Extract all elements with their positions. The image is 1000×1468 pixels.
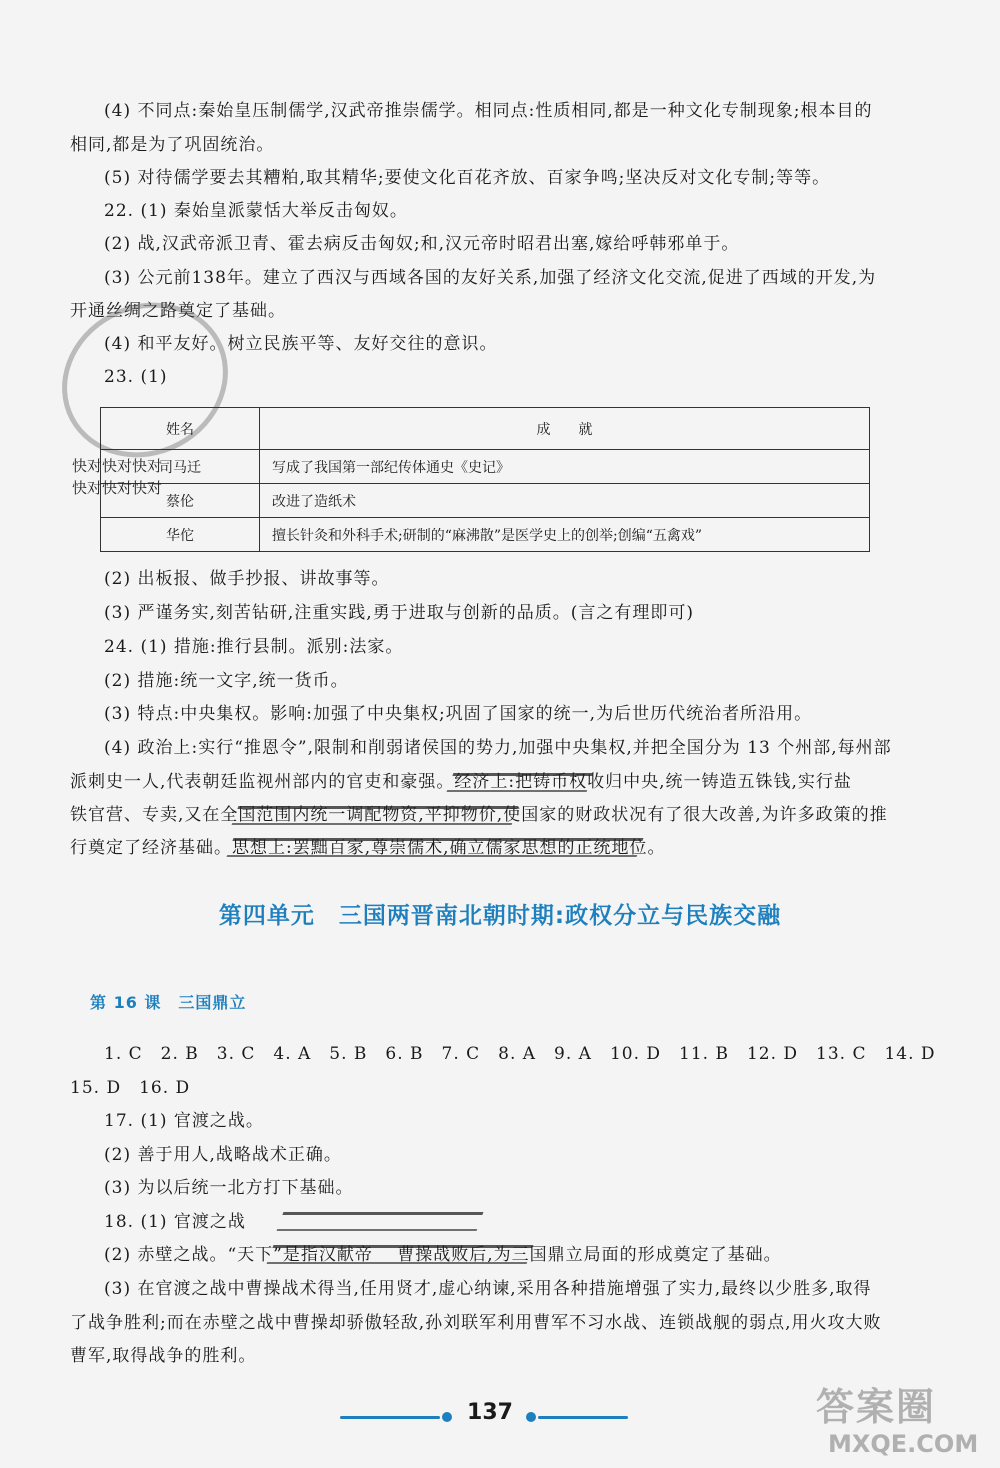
answer-line: 24. (1) 措施:推行县制。派别:法家。 [104, 637, 404, 657]
answer-line: (3) 为以后统一北方打下基础。 [104, 1178, 354, 1198]
answer-line: 行奠定了经济基础。思想上:罢黜百家,尊崇儒术,确立儒家思想的正统地位。 [70, 838, 666, 858]
answer-line: (4) 不同点:秦始皇压制儒学,汉武帝推崇儒学。相同点:性质相同,都是一种文化专制现象;根本目的 [104, 101, 873, 121]
footer-dot-decoration [526, 1412, 536, 1422]
answer-line: (4) 和平友好。树立民族平等、友好交往的意识。 [104, 334, 498, 354]
answer-line: 派刺史一人,代表朝廷监视州部内的官吏和豪强。经济上:把铸币权收归中央,统一铸造五铢钱,实行盐 [70, 772, 852, 792]
answer-line: (2) 善于用人,战略战术正确。 [104, 1145, 342, 1165]
answer-line: 22. (1) 秦始皇派蒙恬大举反击匈奴。 [104, 201, 408, 221]
handwriting-scribble [227, 838, 644, 857]
answer-line: (3) 在官渡之战中曹操战术得当,任用贤才,虚心纳谏,采用各种措施增强了实力,最终以少胜多,取得 [104, 1279, 872, 1299]
table-row [101, 450, 870, 484]
handwriting-scribble [447, 773, 594, 792]
table-cell-name: 华佗 [101, 518, 260, 552]
answer-line: (2) 赤壁之战。“天下”是指汉献帝 曹操战败后,为三国鼎立局面的形成奠定了基础。 [104, 1245, 782, 1265]
table-cell-name: 蔡伦 [101, 484, 260, 518]
answer-line: 17. (1) 官渡之战。 [104, 1111, 264, 1131]
table-cell-name: 司马迁 [101, 450, 260, 484]
footer-dot-decoration [442, 1412, 452, 1422]
watermark-logo-text: 答案圈 [816, 1385, 937, 1429]
answer-line: 相同,都是为了巩固统治。 [70, 135, 275, 155]
table-header-row [101, 408, 870, 450]
answer-line: (3) 严谨务实,刻苦钻研,注重实践,勇于进取与创新的品质。(言之有理即可) [104, 603, 694, 623]
answer-line: (5) 对待儒学要去其糟粕,取其精华;要使文化百花齐放、百家争鸣;坚决反对文化专制;等等。 [104, 168, 831, 188]
unit-title: 第四单元 三国两晋南北朝时期:政权分立与民族交融 [218, 903, 782, 929]
footer-line-decoration [340, 1416, 440, 1419]
answer-line: (2) 出板报、做手抄报、讲故事等。 [104, 569, 390, 589]
table-header-name: 姓名 [101, 408, 260, 450]
overlay-text: 快对快对快对 [72, 479, 163, 497]
page-footer [340, 1400, 630, 1434]
answer-line: 1. C 2. B 3. C 4. A 5. B 6. B 7. C 8. A 9. A 10. D 11. B 12. D 13. C 14. D [104, 1044, 936, 1064]
answer-line: 18. (1) 官渡之战 [104, 1212, 246, 1232]
lesson-title: 第 16 课 三国鼎立 [90, 993, 247, 1012]
answer-line: 铁官营、专卖,又在全国范围内统一调配物资,平抑物价,使国家的财政状况有了很大改善,为许多政策的推 [70, 805, 888, 825]
answer-line: 了战争胜利;而在赤壁之战中曹操却骄傲轻敌,孙刘联军利用曹军不习水战、连锁战舰的弱点,用火攻大败 [70, 1313, 882, 1333]
table-cell-achievement: 改进了造纸术 [260, 484, 870, 518]
handwriting-scribble [232, 806, 519, 825]
table-cell-achievement: 擅长针灸和外科手术;研制的“麻沸散”是医学史上的创举;创编“五禽戏” [260, 518, 870, 552]
table-row [101, 484, 870, 518]
answer-line: (2) 措施:统一文字,统一货币。 [104, 671, 349, 691]
site-watermark [792, 1376, 997, 1466]
table-row [101, 518, 870, 552]
answer-line: 23. (1) [104, 367, 168, 387]
answer-line: 15. D 16. D [70, 1078, 191, 1098]
table-header-achievement: 成 就 [260, 408, 870, 450]
answer-line: (3) 特点:中央集权。影响:加强了中央集权;巩固了国家的统一,为后世历代统治者所沿用。 [104, 704, 813, 724]
footer-line-decoration [538, 1416, 628, 1419]
page-number: 137 [467, 1400, 513, 1425]
achievement-table [100, 407, 870, 552]
answer-line: 曹军,取得战争的胜利。 [70, 1346, 257, 1366]
overlay-text: 快对快对快对 [72, 457, 163, 475]
table-cell-achievement: 写成了我国第一部纪传体通史《史记》 [260, 450, 870, 484]
answer-line: 开通丝绸之路奠定了基础。 [70, 301, 286, 321]
answer-line: (2) 战,汉武帝派卫青、霍去病反击匈奴;和,汉元帝时昭君出塞,嫁给呼韩邪单于。 [104, 234, 740, 254]
answer-line: (4) 政治上:实行“推恩令”,限制和削弱诸侯国的势力,加强中央集权,并把全国分为 13 个州部,每州部 [104, 738, 892, 758]
watermark-url: MXQE.COM [828, 1430, 979, 1458]
answer-line: (3) 公元前138年。建立了西汉与西域各国的友好关系,加强了经济文化交流,促进了西域的开发,为 [104, 268, 877, 288]
